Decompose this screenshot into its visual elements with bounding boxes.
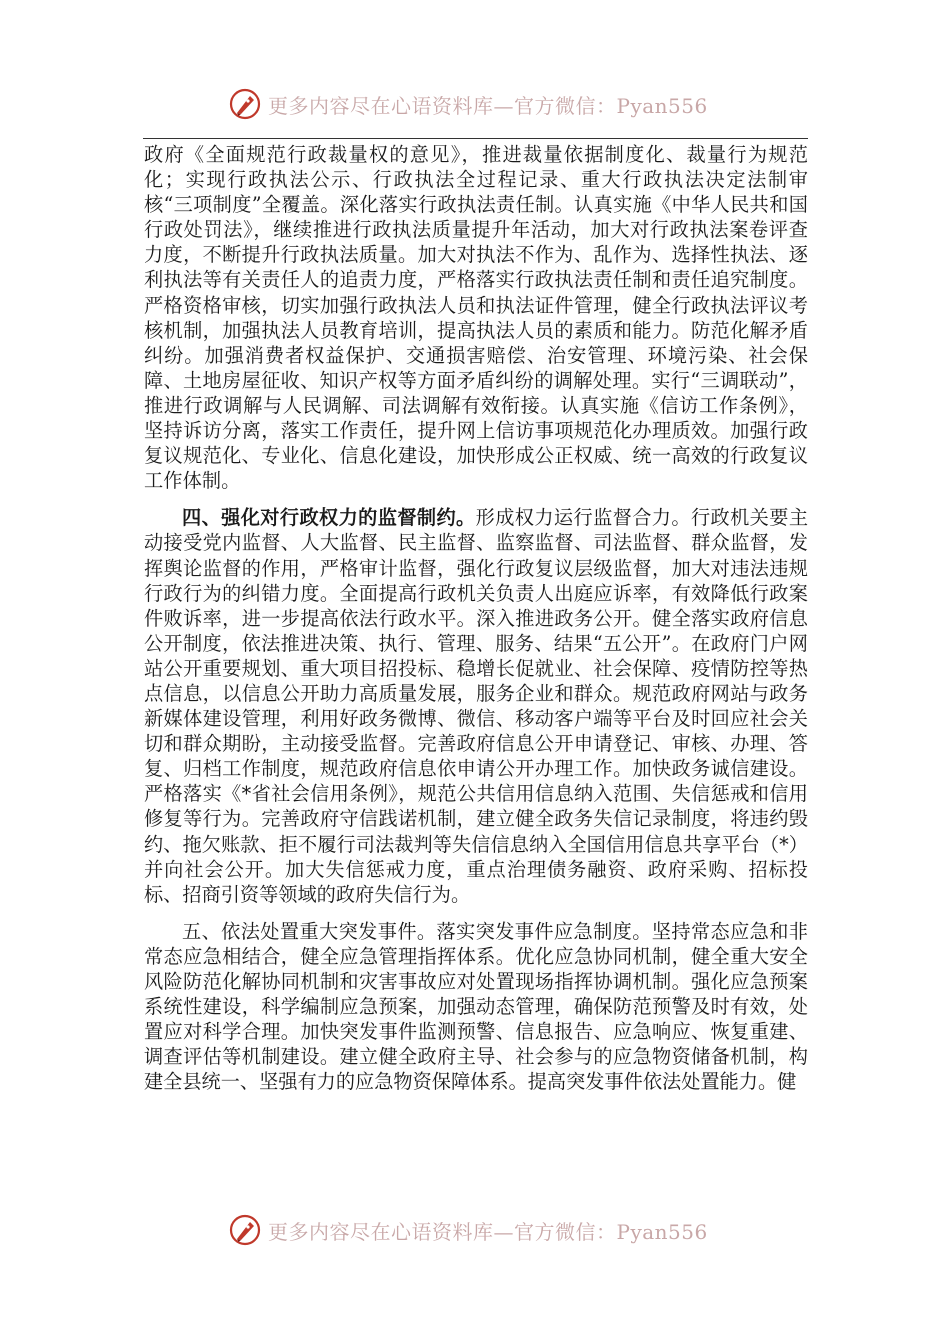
pen-nib-logo-icon xyxy=(228,87,262,121)
banner-text: 更多内容尽在心语资料库—官方微信：Pyan556 xyxy=(268,1219,708,1244)
paragraph-2-body: 形成权力运行监督合力。行政机关要主动接受党内监督、人大监督、民主监督、监察监督、司法监督、群众监督，发挥舆论监督的作用，严格审计监督，强化行政复议层级监督，加大对违法违规行政行为的纠错力度。全面提高行政机关负责人出庭应诉率，有效降低行政案件败诉率，进一步提高依法行政水平。深入推进政务公开。健全落实政府信息公开制度，依法推进决策、执行、管理、服务、结果“五公开”。在政府门户网站公开重要规划、重大项目招投标、稳增长促就业、社会保障、疫情防控等热点信息，以信息公开助力高质量发展，服务企业和群众。规范政府网站与政务新媒体建设管理，利用好政务微博、微信、移动客户端等平台及时回应社会关切和群众期盼，主动接受监督。完善政府信息公开申请登记、审核、办理、答复、归档工作制度，规范政府信息依申请公开办理工作。加快政务诚信建设。严格落实《*省社会信用条例》，规范公共信用信息纳入范围、失信惩戒和信用修复等行为。完善政府守信践诺机制，建立健全政务失信记录制度，将违约毁约、拖欠账款、拒不履行司法裁判等失信信息纳入全国信用信息共享平台（*）并向社会公开。加大失信惩戒力度，重点治理债务融资、政府采购、招标投标、招商引资等领域的政府失信行为。 xyxy=(144,506,809,906)
document-body xyxy=(144,142,808,1094)
paragraph-2 xyxy=(144,505,808,907)
banner-text: 更多内容尽在心语资料库—官方微信：Pyan556 xyxy=(268,93,708,118)
header-banner xyxy=(228,86,728,122)
pen-nib-logo-icon xyxy=(228,1213,262,1247)
header-divider xyxy=(143,138,808,139)
paragraph-1: 政府《全面规范行政裁量权的意见》，推进裁量依据制度化、裁量行为规范化；实现行政执法公示、行政执法全过程记录、重大行政执法决定法制审核“三项制度”全覆盖。深化落实行政执法责任制。认真实施《中华人民共和国行政处罚法》，继续推进行政执法质量提升年活动，加大对行政执法案卷评查力度，不断提升行政执法质量。加大对执法不作为、乱作为、选择性执法、逐利执法等有关责任人的追责力度，严格落实行政执法责任制和责任追究制度。严格资格审核，切实加强行政执法人员和执法证件管理，健全行政执法评议考核机制，加强执法人员教育培训，提高执法人员的素质和能力。防范化解矛盾纠纷。加强消费者权益保护、交通损害赔偿、治安管理、环境污染、社会保障、土地房屋征收、知识产权等方面矛盾纠纷的调解处理。实行“三调联动”，推进行政调解与人民调解、司法调解有效衔接。认真实施《信访工作条例》，坚持诉访分离，落实工作责任，提升网上信访事项规范化办理质效。加强行政复议规范化、专业化、信息化建设，加快形成公正权威、统一高效的行政复议工作体制。 xyxy=(144,143,808,493)
section-heading-4: 四、强化对行政权力的监督制约。 xyxy=(182,506,476,530)
paragraph-3: 五、依法处置重大突发事件。落实突发事件应急制度。坚持常态应急和非常态应急相结合，健全应急管理指挥体系。优化应急协同机制，健全重大安全风险防范化解协同机制和灾害事故应对处置现场指挥协调机制。强化应急预案系统性建设，科学编制应急预案，加强动态管理，确保防范预警及时有效，处置应对科学合理。加快突发事件监测预警、信息报告、应急响应、恢复重建、调查评估等机制建设。建立健全政府主导、社会参与的应急物资储备机制，构建全县统一、坚强有力的应急物资保障体系。提高突发事件依法处置能力。健 xyxy=(144,919,808,1094)
footer-banner xyxy=(228,1212,728,1248)
